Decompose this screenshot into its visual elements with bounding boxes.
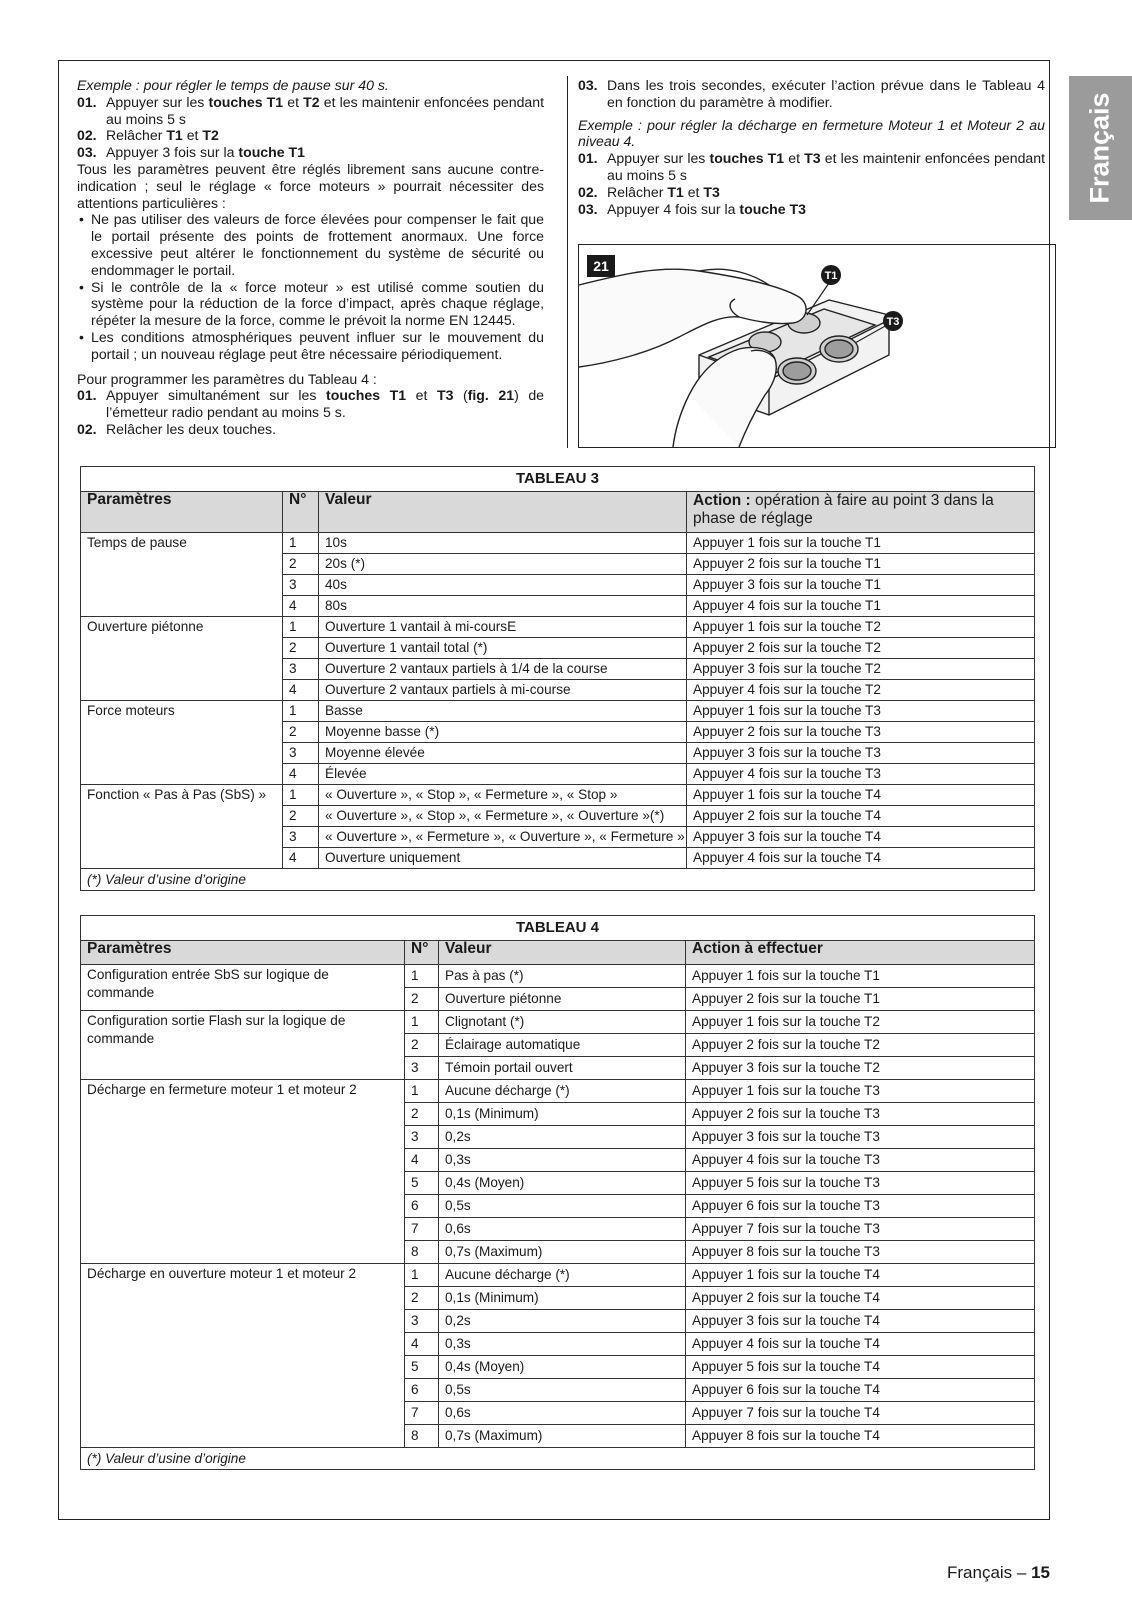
- action-cell: Appuyer 3 fois sur la touche T2: [687, 659, 1035, 680]
- bullet-item: • Si le contrôle de la « force moteur » est utilisé comme soutien du système pour la réduction de la force d’impact, après chaque réglage, répéter la mesure de la force, comme le prévoit la norme EN 12445.: [77, 279, 544, 329]
- step-text: et: [406, 387, 437, 404]
- valeur-cell: Élevée: [319, 764, 687, 785]
- action-cell: Appuyer 1 fois sur la touche T4: [687, 785, 1035, 806]
- header-n: N°: [405, 941, 439, 965]
- n-cell: 4: [283, 596, 319, 617]
- step-text: Relâcher les deux touches.: [106, 420, 277, 437]
- n-cell: 4: [283, 764, 319, 785]
- n-cell: 7: [405, 1218, 439, 1241]
- n-cell: 3: [405, 1126, 439, 1149]
- action-cell: Appuyer 2 fois sur la touche T3: [686, 1103, 1035, 1126]
- n-cell: 3: [283, 743, 319, 764]
- step-number: 02.: [77, 127, 97, 144]
- step-text: Appuyer 3 fois sur la: [106, 144, 239, 161]
- action-cell: Appuyer 3 fois sur la touche T4: [687, 827, 1035, 848]
- bullet-list: [77, 211, 544, 362]
- n-cell: 2: [405, 1034, 439, 1057]
- header-valeur: Valeur: [439, 941, 686, 965]
- valeur-cell: Ouverture 2 vantaux partiels à 1/4 de la course: [319, 659, 687, 680]
- param-cell: Configuration sortie Flash sur la logique de commande: [81, 1011, 405, 1080]
- action-cell: Appuyer 3 fois sur la touche T3: [687, 743, 1035, 764]
- n-cell: 6: [405, 1379, 439, 1402]
- valeur-cell: 80s: [319, 596, 687, 617]
- action-cell: Appuyer 1 fois sur la touche T3: [687, 701, 1035, 722]
- action-cell: Appuyer 1 fois sur la touche T3: [686, 1080, 1035, 1103]
- param-cell: Fonction « Pas à Pas (SbS) »: [81, 785, 283, 869]
- step-number: 01.: [578, 150, 598, 167]
- step-text: et: [683, 183, 704, 200]
- header-action: [687, 492, 1035, 533]
- n-cell: 1: [405, 1264, 439, 1287]
- action-cell: Appuyer 4 fois sur la touche T4: [686, 1333, 1035, 1356]
- n-cell: 4: [283, 680, 319, 701]
- header-action-rest: opération à faire au point 3 dans la phase de réglage: [693, 492, 994, 527]
- step-text: Relâcher: [607, 183, 668, 200]
- tableau-3: [80, 466, 1035, 891]
- action-cell: Appuyer 8 fois sur la touche T3: [686, 1241, 1035, 1264]
- step-item: [77, 421, 544, 438]
- step-item: [578, 184, 1045, 201]
- header-valeur: Valeur: [319, 492, 687, 533]
- bullet-item: • Ne pas utiliser des valeurs de force élevées pour compenser le fait que le portail présente des points de frottement anormaux. Une force excessive peut altérer le fonctionnement du système de sécurité ou endommager le portail.: [77, 211, 544, 278]
- step-text: Appuyer sur les: [106, 93, 209, 110]
- valeur-cell: Ouverture 2 vantaux partiels à mi-course: [319, 680, 687, 701]
- step-number: 01.: [77, 387, 97, 404]
- valeur-cell: 0,3s: [439, 1149, 686, 1172]
- action-cell: Appuyer 7 fois sur la touche T4: [686, 1402, 1035, 1425]
- step-text: Appuyer simultanément sur les: [106, 387, 327, 404]
- table-row: [81, 785, 1035, 806]
- table-title: TABLEAU 4: [81, 916, 1035, 941]
- program-steps: [77, 387, 544, 437]
- action-cell: Appuyer 3 fois sur la touche T2: [686, 1057, 1035, 1080]
- n-cell: 3: [283, 659, 319, 680]
- valeur-cell: 10s: [319, 533, 687, 554]
- n-cell: 1: [405, 1080, 439, 1103]
- n-cell: 3: [283, 827, 319, 848]
- table-footnote: (*) Valeur d’usine d’origine: [81, 869, 1035, 891]
- action-cell: Appuyer 3 fois sur la touche T3: [686, 1126, 1035, 1149]
- step-text: Appuyer 4 fois sur la: [607, 200, 740, 217]
- n-cell: 4: [405, 1333, 439, 1356]
- step-text: et: [784, 150, 805, 167]
- label-t1: T1: [824, 270, 838, 282]
- step-number: 02.: [578, 183, 598, 200]
- valeur-cell: 0,6s: [439, 1218, 686, 1241]
- n-cell: 2: [283, 722, 319, 743]
- step-text: Appuyer sur les: [607, 150, 710, 167]
- n-cell: 2: [283, 806, 319, 827]
- valeur-cell: Moyenne élevée: [319, 743, 687, 764]
- label-t3: T3: [886, 316, 900, 328]
- param-cell: Force moteurs: [81, 701, 283, 785]
- header-action: Action à effectuer: [686, 941, 1035, 965]
- table-footnote: (*) Valeur d’usine d’origine: [81, 1448, 1035, 1470]
- n-cell: 5: [405, 1172, 439, 1195]
- step-bold: touches T1: [326, 387, 407, 404]
- valeur-cell: Clignotant (*): [439, 1011, 686, 1034]
- action-cell: Appuyer 2 fois sur la touche T3: [687, 722, 1035, 743]
- step-text: et les maintenir enfoncées pendant au moins 5 s: [607, 150, 1045, 183]
- step-text: et: [182, 127, 203, 144]
- valeur-cell: 0,1s (Minimum): [439, 1103, 686, 1126]
- action-cell: Appuyer 2 fois sur la touche T4: [686, 1287, 1035, 1310]
- program-intro: Pour programmer les paramètres du Tableau 4 :: [77, 370, 377, 387]
- valeur-cell: Pas à pas (*): [439, 965, 686, 988]
- action-cell: Appuyer 7 fois sur la touche T3: [686, 1218, 1035, 1241]
- n-cell: 1: [283, 617, 319, 638]
- step-number: 01.: [77, 93, 97, 110]
- valeur-cell: Ouverture 1 vantail à mi-coursE: [319, 617, 687, 638]
- action-cell: Appuyer 6 fois sur la touche T4: [686, 1379, 1035, 1402]
- valeur-cell: Aucune décharge (*): [439, 1264, 686, 1287]
- table-row: [81, 617, 1035, 638]
- valeur-cell: 0,2s: [439, 1310, 686, 1333]
- header-param: Paramètres: [81, 941, 405, 965]
- table-row: [81, 533, 1035, 554]
- valeur-cell: Ouverture uniquement: [319, 848, 687, 869]
- step-bold: T2: [202, 127, 219, 144]
- step-03: [578, 77, 1045, 111]
- example-text: Exemple : pour régler le temps de pause sur 40 s.: [77, 77, 389, 93]
- figure-21: [578, 244, 1056, 448]
- valeur-cell: « Ouverture », « Stop », « Fermeture », « Ouverture »(*): [319, 806, 687, 827]
- example-text-2: Exemple : pour régler la décharge en fermeture Moteur 1 et Moteur 2 au niveau 4.: [578, 116, 1045, 150]
- action-cell: Appuyer 2 fois sur la touche T2: [686, 1034, 1035, 1057]
- n-cell: 7: [405, 1402, 439, 1425]
- intro-text: Tous les paramètres peuvent être réglés librement sans aucune contre-indication ; seul le réglage « force moteurs » pourrait nécessiter des attentions particulières :: [77, 160, 544, 211]
- step-bold: touche T1: [238, 144, 305, 161]
- n-cell: 3: [405, 1057, 439, 1080]
- action-cell: Appuyer 1 fois sur la touche T2: [686, 1011, 1035, 1034]
- table-title: TABLEAU 3: [81, 467, 1035, 492]
- step-bold: T1: [667, 183, 684, 200]
- step-bold: T1: [166, 127, 183, 144]
- n-cell: 2: [405, 1103, 439, 1126]
- valeur-cell: 0,6s: [439, 1402, 686, 1425]
- step-text: ) de l’émetteur radio pendant au moins 5 s.: [106, 387, 545, 421]
- action-cell: Appuyer 1 fois sur la touche T2: [687, 617, 1035, 638]
- param-cell: Configuration entrée SbS sur logique de commande: [81, 965, 405, 1011]
- n-cell: 5: [405, 1356, 439, 1379]
- n-cell: 1: [283, 701, 319, 722]
- step-text: Dans les trois secondes, exécuter l’action prévue dans le Tableau 4 en fonction du paramètre à modifier.: [607, 77, 1045, 110]
- table-row: [81, 965, 1035, 988]
- n-cell: 2: [283, 638, 319, 659]
- step-number: 02.: [77, 420, 97, 437]
- valeur-cell: 0,5s: [439, 1379, 686, 1402]
- valeur-cell: 0,7s (Maximum): [439, 1425, 686, 1448]
- step-text: et les maintenir enfoncées pendant au moins 5 s: [106, 93, 544, 127]
- n-cell: 1: [405, 965, 439, 988]
- remote-control-illustration: [579, 245, 1055, 447]
- action-cell: Appuyer 5 fois sur la touche T4: [686, 1356, 1035, 1379]
- step-item: [578, 150, 1045, 184]
- n-cell: 8: [405, 1425, 439, 1448]
- valeur-cell: « Ouverture », « Stop », « Fermeture », « Stop »: [319, 785, 687, 806]
- valeur-cell: 0,3s: [439, 1333, 686, 1356]
- table-row: [81, 1011, 1035, 1034]
- left-steps: [77, 94, 544, 161]
- table-row: [81, 701, 1035, 722]
- n-cell: 3: [405, 1310, 439, 1333]
- page-number: 15: [1031, 1563, 1050, 1582]
- right-column: [578, 77, 1045, 217]
- action-cell: Appuyer 4 fois sur la touche T2: [687, 680, 1035, 701]
- header-n: N°: [283, 492, 319, 533]
- action-cell: Appuyer 4 fois sur la touche T3: [686, 1149, 1035, 1172]
- step-item: [77, 127, 544, 144]
- action-cell: Appuyer 4 fois sur la touche T3: [687, 764, 1035, 785]
- action-cell: Appuyer 6 fois sur la touche T3: [686, 1195, 1035, 1218]
- valeur-cell: 20s (*): [319, 554, 687, 575]
- valeur-cell: Ouverture piétonne: [439, 988, 686, 1011]
- valeur-cell: Témoin portail ouvert: [439, 1057, 686, 1080]
- param-cell: Ouverture piétonne: [81, 617, 283, 701]
- valeur-cell: Éclairage automatique: [439, 1034, 686, 1057]
- param-cell: Décharge en ouverture moteur 1 et moteur 2: [81, 1264, 405, 1448]
- action-cell: Appuyer 2 fois sur la touche T1: [686, 988, 1035, 1011]
- param-cell: Décharge en fermeture moteur 1 et moteur 2: [81, 1080, 405, 1264]
- valeur-cell: Moyenne basse (*): [319, 722, 687, 743]
- n-cell: 4: [405, 1149, 439, 1172]
- step-item: [578, 201, 1045, 218]
- bullet-item: • Les conditions atmosphériques peuvent influer sur le mouvement du portail ; un nouveau réglage peut être nécessaire périodiquement.: [77, 329, 544, 363]
- n-cell: 2: [405, 988, 439, 1011]
- n-cell: 2: [283, 554, 319, 575]
- header-param: Paramètres: [81, 492, 283, 533]
- n-cell: 8: [405, 1241, 439, 1264]
- valeur-cell: Ouverture 1 vantail total (*): [319, 638, 687, 659]
- action-cell: Appuyer 4 fois sur la touche T1: [687, 596, 1035, 617]
- right-steps: [578, 150, 1045, 217]
- valeur-cell: 0,1s (Minimum): [439, 1287, 686, 1310]
- action-cell: Appuyer 8 fois sur la touche T4: [686, 1425, 1035, 1448]
- table-row: [81, 1080, 1035, 1103]
- valeur-cell: 40s: [319, 575, 687, 596]
- step-text: (: [453, 387, 468, 404]
- action-cell: Appuyer 3 fois sur la touche T4: [686, 1310, 1035, 1333]
- column-divider: [567, 76, 568, 448]
- action-cell: Appuyer 2 fois sur la touche T4: [687, 806, 1035, 827]
- valeur-cell: 0,4s (Moyen): [439, 1172, 686, 1195]
- step-bold: T3: [436, 387, 454, 404]
- table-row: [81, 1264, 1035, 1287]
- step-number: 03.: [578, 77, 598, 93]
- footer-label: Français –: [946, 1563, 1032, 1582]
- step-text: Relâcher: [106, 127, 167, 144]
- step-item: [77, 94, 544, 128]
- valeur-cell: 0,2s: [439, 1126, 686, 1149]
- header-action-bold: Action :: [693, 492, 751, 509]
- action-cell: Appuyer 2 fois sur la touche T2: [687, 638, 1035, 659]
- action-cell: Appuyer 4 fois sur la touche T4: [687, 848, 1035, 869]
- step-bold: fig. 21: [467, 387, 515, 404]
- valeur-cell: 0,5s: [439, 1195, 686, 1218]
- step-bold: touches T1: [208, 93, 284, 110]
- param-cell: Temps de pause: [81, 533, 283, 617]
- step-item: [77, 387, 544, 421]
- valeur-cell: 0,4s (Moyen): [439, 1356, 686, 1379]
- figure-number: 21: [587, 255, 615, 277]
- valeur-cell: « Ouverture », « Fermeture », « Ouverture », « Fermeture »: [319, 827, 687, 848]
- language-tab-label: Français: [1084, 92, 1115, 204]
- valeur-cell: 0,7s (Maximum): [439, 1241, 686, 1264]
- tableau-4: [80, 915, 1035, 1470]
- action-cell: Appuyer 1 fois sur la touche T1: [686, 965, 1035, 988]
- n-cell: 6: [405, 1195, 439, 1218]
- step-number: 03.: [578, 200, 598, 217]
- action-cell: Appuyer 1 fois sur la touche T1: [687, 533, 1035, 554]
- step-bold: T2: [303, 93, 320, 110]
- n-cell: 2: [405, 1287, 439, 1310]
- step-bold: touches T1: [709, 150, 785, 167]
- valeur-cell: Aucune décharge (*): [439, 1080, 686, 1103]
- n-cell: 1: [283, 533, 319, 554]
- left-column: [77, 77, 544, 438]
- step-bold: touche T3: [739, 200, 806, 217]
- n-cell: 4: [283, 848, 319, 869]
- step-text: et: [283, 93, 304, 110]
- action-cell: Appuyer 1 fois sur la touche T4: [686, 1264, 1035, 1287]
- step-number: 03.: [77, 144, 97, 161]
- valeur-cell: Basse: [319, 701, 687, 722]
- action-cell: Appuyer 2 fois sur la touche T1: [687, 554, 1035, 575]
- n-cell: 1: [283, 785, 319, 806]
- n-cell: 1: [405, 1011, 439, 1034]
- action-cell: Appuyer 5 fois sur la touche T3: [686, 1172, 1035, 1195]
- step-bold: T3: [804, 150, 821, 167]
- page-footer: [947, 1563, 1050, 1583]
- step-bold: T3: [703, 183, 720, 200]
- action-cell: Appuyer 3 fois sur la touche T1: [687, 575, 1035, 596]
- n-cell: 3: [283, 575, 319, 596]
- step-item: [77, 144, 544, 161]
